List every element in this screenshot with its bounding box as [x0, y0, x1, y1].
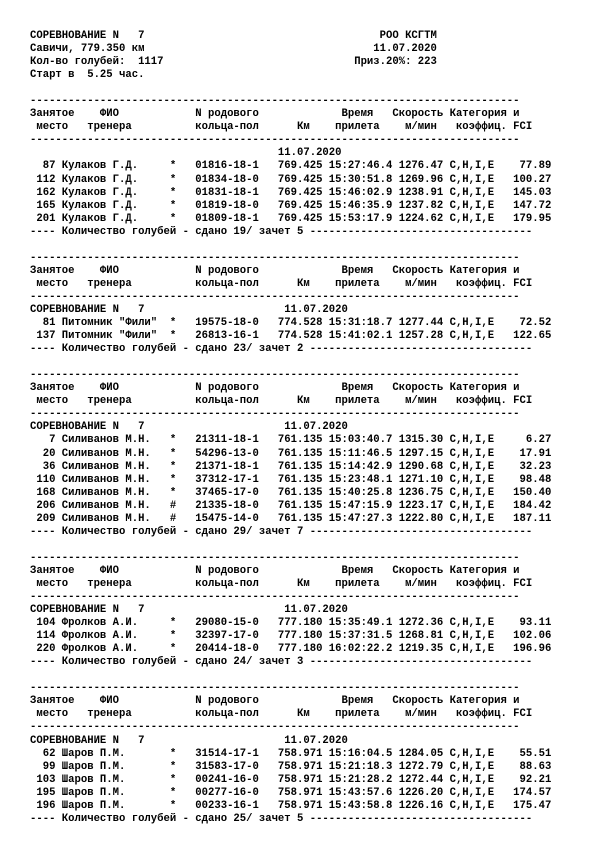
blank-line	[30, 356, 575, 369]
report-line: 165 Кулаков Г.Д. * 01819-18-0 769.425 15:46:35.9 1237.82 C,H,I,E 147.72	[30, 199, 552, 212]
report-line: 195 Шаров П.М. * 00277-16-0 758.971 15:43:57.6 1226.20 C,H,I,E 174.57	[30, 786, 552, 799]
report-line: -----------------------------------------------------------------------------	[30, 721, 520, 734]
report-line: 36 Силиванов М.Н. * 21371-18-1 761.135 15:14:42.9 1290.68 C,H,I,E 32.23	[30, 460, 552, 473]
report-line: Занятое ФИО N родового Время Скорость Категория и	[30, 382, 520, 395]
report-line: 20 Силиванов М.Н. * 54296-13-0 761.135 15:11:46.5 1297.15 C,H,I,E 17.91	[30, 447, 552, 460]
report-line: -----------------------------------------------------------------------------	[30, 408, 520, 421]
report-line: место тренера кольца-пол Км прилета м/мин коэффиц. FCI	[30, 577, 533, 590]
report-line: 206 Силиванов М.Н. # 21335-18-0 761.135 15:47:15.9 1223.17 C,H,I,E 184.42	[30, 499, 552, 512]
report-line: 11.07.2020	[30, 147, 342, 160]
report-line: 112 Кулаков Г.Д. * 01834-18-0 769.425 15:30:51.8 1269.96 C,H,I,E 100.27	[30, 173, 552, 186]
report-line: 220 Фролков А.И. * 20414-18-0 777.180 16:02:22.2 1219.35 C,H,I,E 196.96	[30, 643, 552, 656]
results-report	[30, 30, 575, 826]
report-line: СОРЕВНОВАНИЕ N 7 11.07.2020	[30, 604, 348, 617]
report-line: ---- Количество голубей - сдано 19/ зачет 5 -----------------------------------	[30, 225, 533, 238]
report-line: Занятое ФИО N родового Время Скорость Категория и	[30, 264, 520, 277]
blank-line	[30, 239, 575, 252]
report-line: 196 Шаров П.М. * 00233-16-1 758.971 15:43:58.8 1226.16 C,H,I,E 175.47	[30, 799, 552, 812]
report-line: Кол-во голубей: 1117 Приз.20%: 223	[30, 56, 437, 69]
blank-line	[30, 669, 575, 682]
blank-line	[30, 539, 575, 552]
report-line: Занятое ФИО N родового Время Скорость Категория и	[30, 108, 520, 121]
report-line: Савичи, 779.350 км 11.07.2020	[30, 43, 437, 56]
report-line: место тренера кольца-пол Км прилета м/мин коэффиц. FCI	[30, 708, 533, 721]
report-line: 162 Кулаков Г.Д. * 01831-18-1 769.425 15:46:02.9 1238.91 C,H,I,E 145.03	[30, 186, 552, 199]
report-line: 209 Силиванов М.Н. # 15475-14-0 761.135 15:47:27.3 1222.80 C,H,I,E 187.11	[30, 512, 552, 525]
report-line: -----------------------------------------------------------------------------	[30, 290, 520, 303]
blank-line	[30, 82, 575, 95]
report-line: Занятое ФИО N родового Время Скорость Категория и	[30, 564, 520, 577]
report-line: СОРЕВНОВАНИЕ N 7 11.07.2020	[30, 303, 348, 316]
report-line: -----------------------------------------------------------------------------	[30, 251, 520, 264]
report-line: ---- Количество голубей - сдано 29/ зачет 7 -----------------------------------	[30, 525, 533, 538]
report-line: Старт в 5.25 час.	[30, 69, 145, 82]
report-line: ---- Количество голубей - сдано 25/ зачет 5 -----------------------------------	[30, 812, 533, 825]
report-line: место тренера кольца-пол Км прилета м/мин коэффиц. FCI	[30, 395, 533, 408]
report-line: 81 Питомник "Фили" * 19575-18-0 774.528 15:31:18.7 1277.44 C,H,I,E 72.52	[30, 317, 552, 330]
report-line: СОРЕВНОВАНИЕ N 7 11.07.2020	[30, 734, 348, 747]
report-line: 62 Шаров П.М. * 31514-17-1 758.971 15:16:04.5 1284.05 C,H,I,E 55.51	[30, 747, 552, 760]
report-line: -----------------------------------------------------------------------------	[30, 591, 520, 604]
report-line: -----------------------------------------------------------------------------	[30, 369, 520, 382]
report-line: место тренера кольца-пол Км прилета м/мин коэффиц. FCI	[30, 121, 533, 134]
report-line: 137 Питомник "Фили" * 26813-16-1 774.528 15:41:02.1 1257.28 C,H,I,E 122.65	[30, 330, 552, 343]
report-line: ---- Количество голубей - сдано 23/ зачет 2 -----------------------------------	[30, 343, 533, 356]
report-line: 87 Кулаков Г.Д. * 01816-18-1 769.425 15:27:46.4 1276.47 C,H,I,E 77.89	[30, 160, 552, 173]
report-line: -----------------------------------------------------------------------------	[30, 551, 520, 564]
report-line: 168 Силиванов М.Н. * 37465-17-0 761.135 15:40:25.8 1236.75 C,H,I,E 150.40	[30, 486, 552, 499]
report-line: Занятое ФИО N родового Время Скорость Категория и	[30, 695, 520, 708]
report-line: -----------------------------------------------------------------------------	[30, 682, 520, 695]
report-line: -----------------------------------------------------------------------------	[30, 134, 520, 147]
report-line: СОРЕВНОВАНИЕ N 7 11.07.2020	[30, 421, 348, 434]
report-line: 114 Фролков А.И. * 32397-17-0 777.180 15:37:31.5 1268.81 C,H,I,E 102.06	[30, 630, 552, 643]
report-line: ---- Количество голубей - сдано 24/ зачет 3 -----------------------------------	[30, 656, 533, 669]
report-line: -----------------------------------------------------------------------------	[30, 95, 520, 108]
report-line: 104 Фролков А.И. * 29080-15-0 777.180 15:35:49.1 1272.36 C,H,I,E 93.11	[30, 617, 552, 630]
report-line: 99 Шаров П.М. * 31583-17-0 758.971 15:21:18.3 1272.79 C,H,I,E 88.63	[30, 760, 552, 773]
report-line: 110 Силиванов М.Н. * 37312-17-1 761.135 15:23:48.1 1271.10 C,H,I,E 98.48	[30, 473, 552, 486]
report-line: СОРЕВНОВАНИЕ N 7 РОО КСГТМ	[30, 30, 437, 42]
report-line: 103 Шаров П.М. * 00241-16-0 758.971 15:21:28.2 1272.44 C,H,I,E 92.21	[30, 773, 552, 786]
report-line: 7 Силиванов М.Н. * 21311-18-1 761.135 15:03:40.7 1315.30 C,H,I,E 6.27	[30, 434, 552, 447]
report-line: место тренера кольца-пол Км прилета м/мин коэффиц. FCI	[30, 277, 533, 290]
report-line: 201 Кулаков Г.Д. * 01809-18-1 769.425 15:53:17.9 1224.62 C,H,I,E 179.95	[30, 212, 552, 225]
